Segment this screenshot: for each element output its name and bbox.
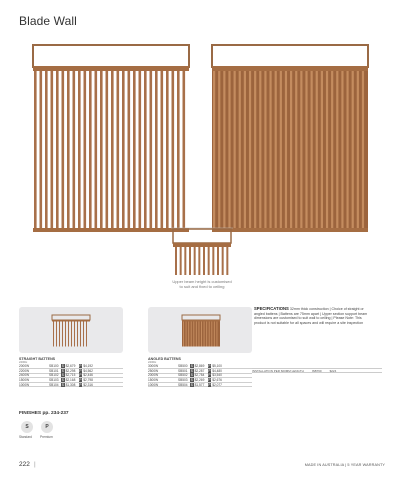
batten-slat xyxy=(62,71,65,228)
batten-slat xyxy=(51,71,54,228)
batten-slat xyxy=(295,71,297,228)
batten-slat xyxy=(249,71,251,228)
batten-slat xyxy=(326,71,328,228)
cell-code: SB100 xyxy=(49,364,59,369)
batten-slat xyxy=(186,322,187,347)
batten-slat xyxy=(331,71,333,228)
table-row xyxy=(19,383,123,388)
cell-price-standard: $2,269 xyxy=(194,378,205,383)
batten-slat xyxy=(216,322,217,347)
straight-price-table xyxy=(19,357,123,387)
installation-row xyxy=(252,368,382,373)
batten-slat xyxy=(67,71,70,228)
spec-heading: SPECIFICATIONS xyxy=(254,306,289,311)
batten-slat xyxy=(223,71,225,228)
angled-batten-wall-image xyxy=(209,44,371,234)
batten-slat xyxy=(218,71,220,228)
batten-slat xyxy=(269,71,271,228)
batten-slat xyxy=(208,247,210,275)
batten-slat xyxy=(254,71,256,228)
cell-code: SB504 xyxy=(178,382,188,387)
batten-slat xyxy=(226,247,228,275)
batten-slat xyxy=(40,71,43,228)
batten-slat xyxy=(53,322,54,347)
cell-code: SB503 xyxy=(178,378,188,383)
standard-tag: S xyxy=(61,378,64,383)
spec-body: 32mm thick construction | Choice of straight or angled battens | Battens are 75mm apart | Upper section support beam dimensions are customised to suit wall to ceiling | Please Note: This product is not suitable for all spaces and will require a site inspection xyxy=(254,307,368,325)
cell-price-premium: $4,192 xyxy=(83,364,93,369)
installation-price: $224 xyxy=(329,368,337,373)
detail-note-line2: to suit and fixed to ceiling xyxy=(179,284,225,289)
cell-code: SB104 xyxy=(49,382,59,387)
standard-tag: S xyxy=(61,373,64,378)
straight-batten-wall-image xyxy=(30,44,192,234)
batten-slat xyxy=(211,322,212,347)
cell-size: 3000W xyxy=(148,364,159,369)
batten-slat xyxy=(198,322,199,347)
batten-slat xyxy=(194,247,196,275)
batten-slat xyxy=(175,247,177,275)
batten-slat xyxy=(275,71,277,228)
premium-letter: P xyxy=(45,424,49,430)
batten-slat xyxy=(177,71,180,228)
cell-price-standard: $2,784 xyxy=(194,373,205,378)
standard-tag: S xyxy=(190,364,193,369)
batten-slat xyxy=(234,71,236,228)
batten-slat xyxy=(321,71,323,228)
batten-slat xyxy=(86,322,87,347)
batten-slat xyxy=(59,322,60,347)
table-row xyxy=(148,383,252,388)
batten-slat xyxy=(362,71,364,228)
batten-slat xyxy=(73,71,76,228)
cell-price-premium: $2,316 xyxy=(83,382,93,387)
footer-divider: | xyxy=(34,461,36,468)
batten-slat xyxy=(68,322,69,347)
batten-slat xyxy=(172,71,175,228)
premium-tag: P xyxy=(208,373,211,378)
batten-slat xyxy=(357,71,359,228)
batten-slat xyxy=(341,71,343,228)
batten-slat xyxy=(239,71,241,228)
batten-slat xyxy=(201,322,202,347)
standard-tag: S xyxy=(190,378,193,383)
batten-slat xyxy=(78,71,81,228)
batten-slat xyxy=(203,247,205,275)
footer-warranty: MADE IN AUSTRALIA | 5 YEAR WARRANTY xyxy=(304,463,385,467)
batten-slat xyxy=(228,71,230,228)
batten-slat xyxy=(290,71,292,228)
batten-slat xyxy=(214,322,215,347)
premium-tag: P xyxy=(79,382,82,387)
batten-slat xyxy=(45,71,48,228)
installation-label: INSTALLATION PER 600MM LENGTH xyxy=(252,368,304,373)
standard-tag: S xyxy=(190,373,193,378)
cell-code: SB501 xyxy=(178,368,188,373)
batten-slat xyxy=(62,322,63,347)
batten-slat xyxy=(184,247,186,275)
batten-slat xyxy=(155,71,158,228)
standard-tag: S xyxy=(61,382,64,387)
cell-price-standard: $1,577 xyxy=(194,382,205,387)
installation-code: ISB760 xyxy=(311,368,322,373)
batten-slat xyxy=(71,322,72,347)
batten-slat xyxy=(56,322,57,347)
finishes-title: FINISHES pp. 234-237 xyxy=(19,411,69,416)
straight-heading: STRAIGHT BATTENS xyxy=(19,357,56,361)
batten-slat xyxy=(161,71,164,228)
batten-slat xyxy=(191,322,192,347)
batten-slat xyxy=(128,71,131,228)
batten-slat xyxy=(259,71,261,228)
cell-price-standard: $2,679 xyxy=(65,364,76,369)
page-number: 222 xyxy=(19,461,30,468)
batten-slat xyxy=(150,71,153,228)
standard-finish-badge xyxy=(21,421,33,433)
batten-slat xyxy=(196,322,197,347)
detail-note xyxy=(150,279,254,289)
batten-slat xyxy=(56,71,59,228)
premium-tag: P xyxy=(208,368,211,373)
batten-slat xyxy=(305,71,307,228)
cell-price-premium: $4,562 xyxy=(83,368,93,373)
batten-slat xyxy=(198,247,200,275)
standard-tag: S xyxy=(190,368,193,373)
cell-price-standard: $2,715 xyxy=(65,373,76,378)
premium-tag: P xyxy=(208,382,211,387)
cell-size: 1000W xyxy=(19,382,30,387)
premium-tag: P xyxy=(79,364,82,369)
cell-price-standard: $1,308 xyxy=(65,382,76,387)
standard-tag: S xyxy=(190,382,193,387)
premium-tag: P xyxy=(79,373,82,378)
cell-size: 2000W xyxy=(148,373,159,378)
cell-size: 1000W xyxy=(148,382,159,387)
batten-slat xyxy=(95,71,98,228)
premium-tag: P xyxy=(208,364,211,369)
batten-slat xyxy=(166,71,169,228)
batten-slat xyxy=(122,71,125,228)
cell-size: 2400W xyxy=(19,373,30,378)
batten-slat xyxy=(65,322,66,347)
batten-slat xyxy=(316,71,318,228)
straight-thumbnail-image xyxy=(51,314,91,348)
page-title: Blade Wall xyxy=(19,14,77,28)
batten-slat xyxy=(209,322,210,347)
angled-sub: 2400H xyxy=(148,360,157,364)
batten-slat xyxy=(74,322,75,347)
batten-slat xyxy=(80,322,81,347)
batten-slat xyxy=(285,71,287,228)
cell-price-standard: $2,168 xyxy=(65,378,76,383)
premium-tag: P xyxy=(79,368,82,373)
cell-code: SB500 xyxy=(178,364,188,369)
angled-heading: ANGLED BATTENS xyxy=(148,357,181,361)
straight-sub: 2400H xyxy=(19,360,28,364)
batten-slat xyxy=(106,71,109,228)
standard-label: Standard xyxy=(19,435,32,439)
angled-card xyxy=(148,307,252,353)
batten-slat xyxy=(336,71,338,228)
batten-slat xyxy=(346,71,348,228)
detail-note-line1: Upper beam height is customised xyxy=(172,279,232,284)
cell-code: SB502 xyxy=(178,373,188,378)
cell-price-premium: $3,540 xyxy=(212,373,222,378)
batten-slat xyxy=(111,71,114,228)
batten-slat xyxy=(352,71,354,228)
specifications xyxy=(254,307,374,325)
cell-price-premium: $4,480 xyxy=(212,368,222,373)
angled-thumbnail-image xyxy=(181,314,221,348)
batten-slat xyxy=(204,322,205,347)
batten-slat xyxy=(180,247,182,275)
batten-slat xyxy=(34,71,37,228)
batten-slat xyxy=(244,71,246,228)
batten-slat xyxy=(206,322,207,347)
batten-slat xyxy=(84,71,87,228)
standard-letter: S xyxy=(25,424,29,430)
batten-slat xyxy=(311,71,313,228)
batten-slat xyxy=(300,71,302,228)
batten-slat xyxy=(264,71,266,228)
batten-slat xyxy=(89,71,92,228)
batten-slat xyxy=(139,71,142,228)
cell-price-standard: $2,869 xyxy=(194,364,205,369)
cell-price-premium: $2,077 xyxy=(212,382,222,387)
cell-price-standard: $2,298 xyxy=(65,368,76,373)
batten-slat xyxy=(217,247,219,275)
batten-slat xyxy=(189,247,191,275)
standard-tag: S xyxy=(61,364,64,369)
batten-slat xyxy=(280,71,282,228)
standard-tag: S xyxy=(61,368,64,373)
upper-beam-detail-image xyxy=(171,227,233,279)
batten-slat xyxy=(183,322,184,347)
cell-price-premium: $2,446 xyxy=(83,373,93,378)
cell-price-premium: $2,798 xyxy=(83,378,93,383)
cell-code: SB103 xyxy=(49,378,59,383)
batten-slat xyxy=(83,322,84,347)
cell-size: 2200W xyxy=(19,368,30,373)
cell-size: 1500W xyxy=(19,378,30,383)
batten-slat xyxy=(144,71,147,228)
cell-price-premium: $2,676 xyxy=(212,378,222,383)
batten-slat xyxy=(212,247,214,275)
batten-slat xyxy=(117,71,120,228)
cell-size: 2000W xyxy=(19,364,30,369)
batten-slat xyxy=(213,71,215,228)
batten-slat xyxy=(77,322,78,347)
premium-tag: P xyxy=(208,378,211,383)
cell-price-standard: $2,287 xyxy=(194,368,205,373)
cell-size: 2500W xyxy=(148,368,159,373)
premium-label: Premium xyxy=(40,435,53,439)
batten-slat xyxy=(100,71,103,228)
premium-tag: P xyxy=(79,378,82,383)
batten-slat xyxy=(193,322,194,347)
cell-price-premium: $5,100 xyxy=(212,364,222,369)
batten-slat xyxy=(133,71,136,228)
cell-code: SB101 xyxy=(49,368,59,373)
batten-slat xyxy=(183,71,186,228)
batten-slat xyxy=(222,247,224,275)
angled-price-table xyxy=(148,357,252,387)
cell-code: SB102 xyxy=(49,373,59,378)
premium-finish-badge xyxy=(41,421,53,433)
batten-slat xyxy=(188,322,189,347)
cell-size: 1500W xyxy=(148,378,159,383)
straight-card xyxy=(19,307,123,353)
